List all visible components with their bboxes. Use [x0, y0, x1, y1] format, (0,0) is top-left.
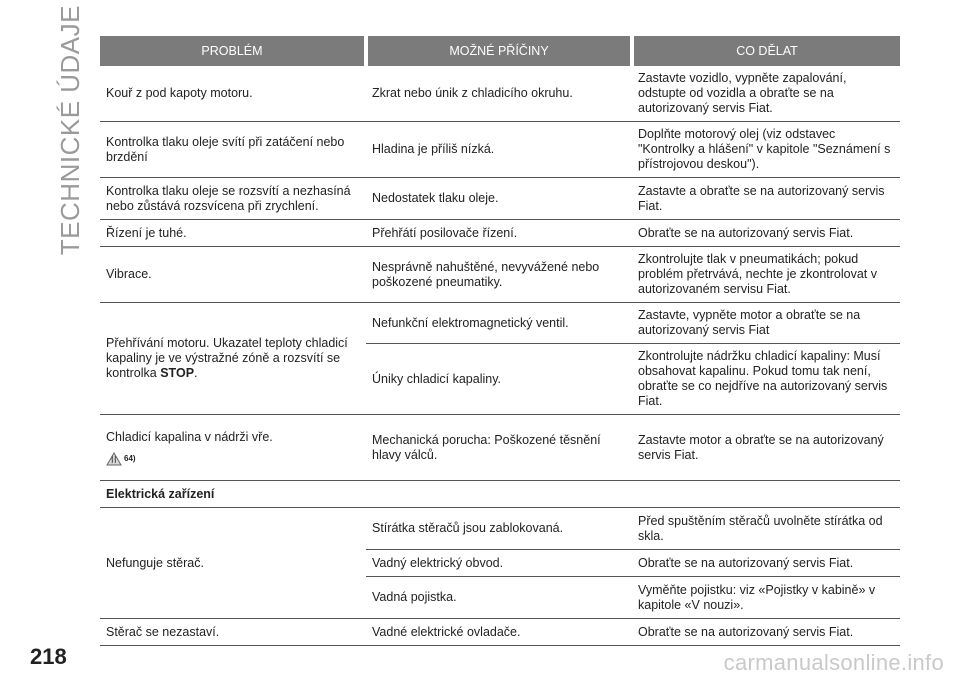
stop-label: STOP	[160, 366, 195, 380]
action-cell: Doplňte motorový olej (viz odstavec "Kontrolky a hlášení" v kapitole "Seznámení s přístrojovou deskou").	[632, 122, 900, 178]
cause-cell: Nesprávně nahuštěné, nevyvážené nebo poškozené pneumatiky.	[366, 247, 632, 303]
cause-cell: Vadné elektrické ovladače.	[366, 619, 632, 646]
action-cell: Vyměňte pojistku: viz «Pojistky v kabině» v kapitole «V nouzi».	[632, 577, 900, 619]
action-cell: Zastavte motor a obraťte se na autorizovaný servis Fiat.	[632, 415, 900, 481]
cause-cell: Vadný elektrický obvod.	[366, 550, 632, 577]
cause-cell: Mechanická porucha: Poškozené těsnění hlavy válců.	[366, 415, 632, 481]
problem-cell-coolant-boiling	[100, 415, 366, 481]
cause-cell: Vadná pojistka.	[366, 577, 632, 619]
table-row	[100, 247, 900, 303]
table-row	[100, 178, 900, 220]
table-row	[100, 66, 900, 122]
cause-cell: Přehřátí posilovače řízení.	[366, 220, 632, 247]
table-row	[100, 303, 900, 344]
watermark: carmanualsonline.info	[723, 650, 944, 675]
warning-ref-number: 64)	[124, 453, 136, 463]
problem-cell: Kontrolka tlaku oleje se rozsvítí a nezhasíná nebo zůstává rozsvícena při zrychlení.	[100, 178, 366, 220]
action-cell: Obraťte se na autorizovaný servis Fiat.	[632, 619, 900, 646]
header-action: CO DĚLAT	[632, 36, 900, 66]
action-cell: Před spuštěním stěračů uvolněte stírátka od skla.	[632, 508, 900, 550]
action-cell: Obraťte se na autorizovaný servis Fiat.	[632, 220, 900, 247]
problem-cell: Vibrace.	[100, 247, 366, 303]
section-heading-electrical: Elektrická zařízení	[100, 481, 900, 508]
side-section-title-text: TECHNICKÉ ÚDAJE	[54, 4, 85, 256]
side-section-title	[50, 4, 90, 256]
section-row	[100, 481, 900, 508]
table-header-row	[100, 36, 900, 66]
table-row	[100, 220, 900, 247]
cause-cell: Nedostatek tlaku oleje.	[366, 178, 632, 220]
page-number: 218	[30, 644, 67, 669]
cause-cell: Úniky chladicí kapaliny.	[366, 344, 632, 415]
problem-text: Chladicí kapalina v nádrži vře.	[106, 429, 273, 444]
cause-cell: Zkrat nebo únik z chladicího okruhu.	[366, 66, 632, 122]
troubleshooting-table	[100, 36, 900, 646]
table-row	[100, 508, 900, 550]
cause-cell: Hladina je příliš nízká.	[366, 122, 632, 178]
action-cell: Zastavte, vypněte motor a obraťte se na autorizovaný servis Fiat	[632, 303, 900, 344]
action-cell: Zkontrolujte nádržku chladicí kapaliny: Musí obsahovat kapalinu. Pokud tomu tak není, obraťte se co nejdříve na autorizovaný servis Fiat.	[632, 344, 900, 415]
action-cell: Zkontrolujte tlak v pneumatikách; pokud problém přetrvává, nechte je zkontrolovat v autorizovaném servisu Fiat.	[632, 247, 900, 303]
hot-coolant-warning-icon	[106, 452, 122, 466]
table-row	[100, 122, 900, 178]
action-cell: Zastavte a obraťte se na autorizovaný servis Fiat.	[632, 178, 900, 220]
problem-cell-wiper: Nefunguje stěrač.	[100, 508, 366, 619]
header-causes: MOŽNÉ PŘÍČINY	[366, 36, 632, 66]
table-row	[100, 415, 900, 481]
cause-cell: Nefunkční elektromagnetický ventil.	[366, 303, 632, 344]
warning-reference	[106, 451, 358, 466]
problem-text: Přehřívání motoru. Ukazatel teploty chladicí kapaliny je ve výstražné zóně a rozsvítí se kontrolka	[106, 336, 348, 380]
action-cell: Obraťte se na autorizovaný servis Fiat.	[632, 550, 900, 577]
problem-cell-overheating	[100, 303, 366, 415]
problem-cell: Kontrolka tlaku oleje svítí při zatáčení nebo brzdění	[100, 122, 366, 178]
problem-text-end: .	[194, 366, 198, 380]
header-problem: PROBLÉM	[100, 36, 366, 66]
problem-cell: Kouř z pod kapoty motoru.	[100, 66, 366, 122]
problem-cell: Stěrač se nezastaví.	[100, 619, 366, 646]
table-row	[100, 619, 900, 646]
problem-cell: Řízení je tuhé.	[100, 220, 366, 247]
cause-cell: Stírátka stěračů jsou zablokovaná.	[366, 508, 632, 550]
action-cell: Zastavte vozidlo, vypněte zapalování, odstupte od vozidla a obraťte se na autorizovaný servis Fiat.	[632, 66, 900, 122]
